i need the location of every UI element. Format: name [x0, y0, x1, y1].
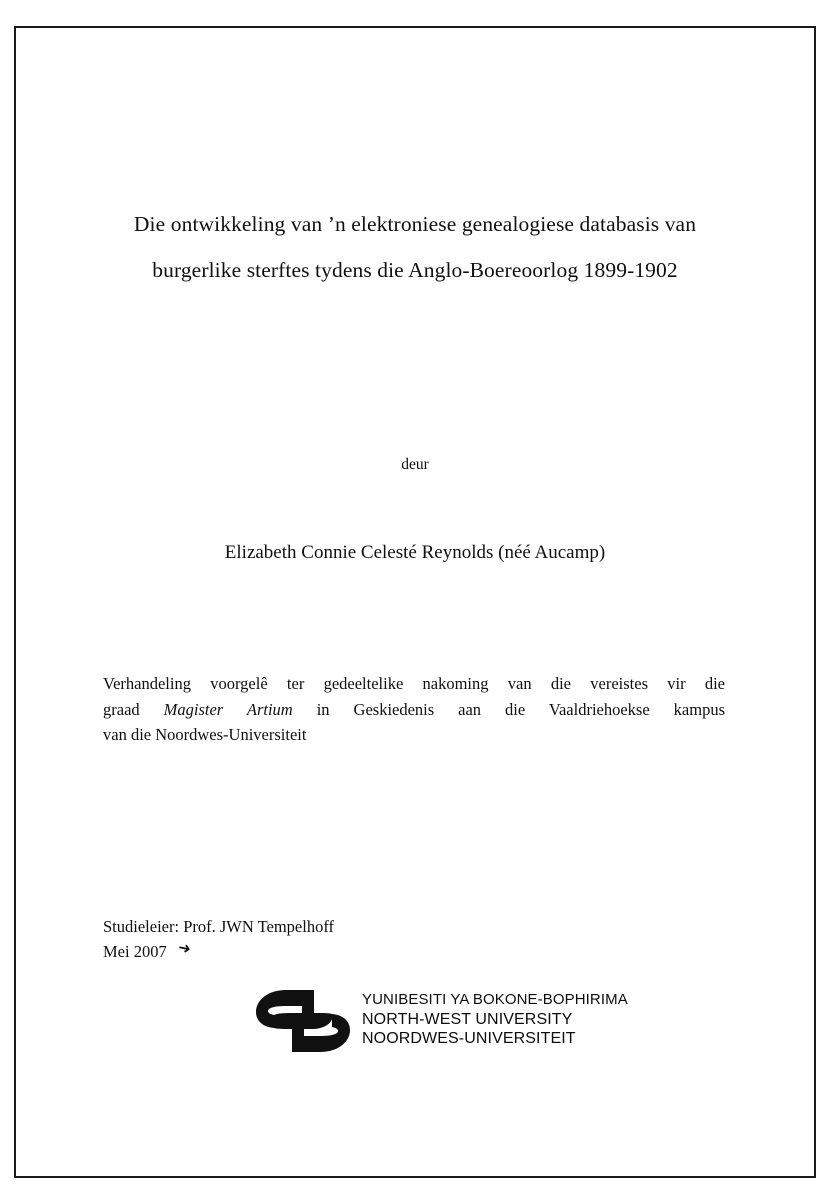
- date-text: Mei 2007: [103, 942, 167, 961]
- page-content: [100, 26, 730, 1178]
- page-title: [100, 201, 730, 293]
- submission-statement: [103, 671, 725, 748]
- handwritten-mark-icon: ➜: [176, 939, 193, 959]
- byline-label: deur: [401, 456, 429, 473]
- submission-line-2-pre: graad: [103, 699, 164, 719]
- title-line-2: burgerlike sterftes tydens die Anglo-Boereoorlog 1899-1902: [152, 258, 678, 282]
- submission-line-2-post: in Geskiedenis aan die Vaaldriehoekse kampus: [292, 699, 725, 719]
- logo-line-afrikaans: NOORDWES-UNIVERSITEIT: [362, 1030, 576, 1047]
- degree-name: Magister Artium: [163, 699, 293, 719]
- logo-line-setswana: YUNIBESITI YA BOKONE-BOPHIRIMA: [362, 991, 628, 1008]
- submission-date: [103, 939, 603, 964]
- submission-line-1: Verhandeling voorgelê ter gedeeltelike nakoming van die vereistes vir die: [103, 674, 725, 693]
- author-name: Elizabeth Connie Celesté Reynolds (néé Aucamp): [224, 542, 606, 563]
- supervisor-name: Studieleier: Prof. JWN Tempelhoff: [103, 917, 335, 936]
- submission-line-2: [103, 697, 725, 723]
- university-logo-text: [362, 990, 628, 1049]
- title-line-1: Die ontwikkeling van ’n elektroniese genealogiese databasis van: [133, 212, 697, 236]
- university-logo: [250, 986, 670, 1058]
- supervisor-block: [103, 914, 603, 964]
- submission-line-3: van die Noordwes-Universiteit: [103, 725, 307, 744]
- logo-line-english: NORTH-WEST UNIVERSITY: [362, 1010, 573, 1028]
- north-west-university-logo-icon: [250, 988, 356, 1054]
